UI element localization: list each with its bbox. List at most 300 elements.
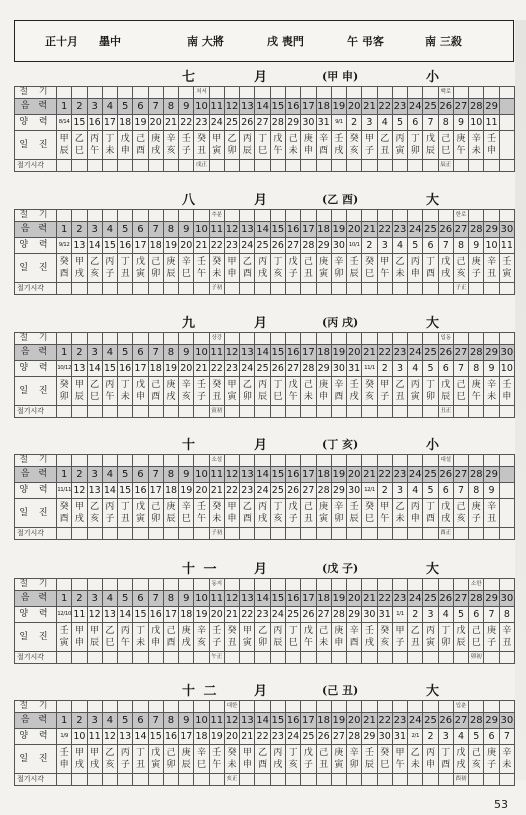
row-label: 양 력 (15, 115, 57, 131)
iljin-branch: 酉 (441, 760, 451, 770)
lunar-day: 1 (57, 345, 72, 361)
solar-day: 22 (209, 238, 224, 254)
lunar-day: 12 (224, 222, 239, 238)
iljin-stem: 乙 (105, 626, 115, 636)
iljin-stem: 丁 (441, 626, 451, 636)
iljin-branch: 子 (212, 638, 222, 648)
solar-day: 27 (285, 361, 300, 377)
jeolgi-cell (285, 333, 300, 345)
empty-cell (499, 99, 514, 115)
lunar-day: 1 (57, 467, 72, 483)
empty-cell (499, 160, 514, 172)
jeolgi-time-cell (133, 774, 148, 786)
iljin-cell (347, 623, 362, 652)
iljin-branch: 戌 (74, 514, 84, 524)
jeolgi-cell (301, 87, 316, 99)
iljin-branch: 辰 (74, 392, 84, 402)
month-suffix: 月 (254, 316, 268, 331)
iljin-branch: 子 (471, 269, 481, 279)
iljin-branch: 戌 (74, 760, 84, 770)
row-label: 양 력 (15, 483, 57, 499)
iljin-stem: 戊 (441, 502, 451, 512)
iljin-stem: 丙 (273, 626, 283, 636)
jeolgi-cell (316, 455, 331, 467)
jeolgi-cell (72, 579, 87, 591)
lunar-day: 7 (148, 713, 163, 729)
jeolgi-time-cell (316, 528, 331, 540)
page-number: 53 (494, 798, 508, 811)
jeolgi-time-cell (331, 406, 346, 418)
solar-day: 14 (87, 238, 102, 254)
solar-day: 26 (270, 361, 285, 377)
jeolgi-cell (484, 87, 499, 99)
iljin-stem: 戊 (456, 626, 466, 636)
lunar-day: 28 (469, 591, 484, 607)
header-item: 正十月 (45, 35, 78, 48)
iljin-stem: 丁 (273, 257, 283, 267)
lunar-day: 27 (453, 591, 468, 607)
lunar-day: 22 (377, 713, 392, 729)
jeolgi-time-cell (347, 406, 362, 418)
solar-row (15, 115, 515, 131)
lunar-day: 19 (331, 99, 346, 115)
jeolgi-cell (148, 455, 163, 467)
jeolgi-time-cell (331, 774, 346, 786)
month-ganji: (乙 酉) (322, 193, 359, 206)
lunar-day: 7 (148, 345, 163, 361)
solar-day: 29 (316, 238, 331, 254)
iljin-cell (408, 745, 423, 774)
jeolgi-time-cell (133, 652, 148, 664)
jeolgi-time-cell (484, 283, 499, 295)
jeolgi-time-cell (57, 160, 72, 172)
lunar-day: 7 (148, 99, 163, 115)
solar-day: 3 (377, 238, 392, 254)
iljin-cell (255, 254, 270, 283)
iljin-branch: 未 (303, 392, 313, 402)
iljin-stem: 甲 (227, 502, 237, 512)
iljin-stem: 乙 (258, 626, 268, 636)
lunar-day: 2 (72, 713, 87, 729)
lunar-day: 8 (163, 467, 178, 483)
iljin-cell (179, 623, 194, 652)
jeolgi-cell: 입춘 (453, 701, 468, 713)
jeolgi-time-cell (347, 774, 362, 786)
jeolgi-cell (224, 87, 239, 99)
iljin-branch: 酉 (258, 760, 268, 770)
jeolgi-cell: 처서 (194, 87, 209, 99)
iljin-cell (285, 377, 300, 406)
jeolgi-cell (240, 210, 255, 222)
lunar-day: 13 (240, 467, 255, 483)
iljin-branch: 卯 (410, 146, 420, 156)
iljin-branch: 亥 (380, 638, 390, 648)
lunar-day: 7 (148, 591, 163, 607)
iljin-cell (102, 131, 117, 160)
solar-day: 30 (331, 361, 346, 377)
iljin-stem: 戊 (151, 626, 161, 636)
jeolgi-time-cell (118, 406, 133, 418)
iljin-cell (408, 377, 423, 406)
iljin-branch: 未 (395, 514, 405, 524)
jeolgi-time-cell: 酉正 (438, 528, 453, 540)
solar-day: 1/1 (392, 607, 407, 623)
iljin-cell (194, 623, 209, 652)
iljin-cell (469, 745, 484, 774)
solar-day: 17 (163, 607, 178, 623)
iljin-stem: 丁 (120, 502, 130, 512)
jeolgi-cell (148, 701, 163, 713)
iljin-branch: 未 (212, 514, 222, 524)
lunar-day: 2 (72, 345, 87, 361)
solar-day: 13 (72, 361, 87, 377)
iljin-stem: 丁 (258, 134, 268, 144)
iljin-branch: 申 (426, 760, 436, 770)
jeolgi-row (15, 210, 515, 222)
iljin-stem: 乙 (105, 748, 115, 758)
iljin-branch: 丑 (197, 146, 207, 156)
jeolgi-cell (255, 579, 270, 591)
lunar-day: 20 (347, 591, 362, 607)
solar-day: 27 (316, 607, 331, 623)
iljin-cell (469, 131, 484, 160)
lunar-day: 16 (285, 467, 300, 483)
solar-day: 21 (194, 361, 209, 377)
iljin-cell (331, 623, 346, 652)
page-edge (515, 20, 526, 780)
iljin-stem: 己 (319, 626, 329, 636)
solar-day: 6 (438, 483, 453, 499)
lunar-day: 11 (209, 713, 224, 729)
solar-day: 23 (270, 729, 285, 745)
solar-day: 8 (469, 361, 484, 377)
iljin-stem: 癸 (212, 257, 222, 267)
iljin-stem: 丙 (105, 380, 115, 390)
iljin-cell (301, 745, 316, 774)
iljin-cell (362, 254, 377, 283)
month-name: 七 (182, 70, 198, 85)
jeolgi-time-cell (57, 652, 72, 664)
solar-day: 8 (499, 607, 514, 623)
lunar-day: 5 (118, 99, 133, 115)
iljin-row (15, 623, 515, 652)
jeolgi-cell (423, 333, 438, 345)
row-label: 일 진 (15, 254, 57, 283)
lunar-day: 30 (499, 591, 514, 607)
iljin-branch: 丑 (319, 760, 329, 770)
month-ganji: (戊 子) (322, 562, 359, 575)
iljin-branch: 亥 (364, 392, 374, 402)
iljin-cell (179, 745, 194, 774)
jeolgi-time-cell (179, 774, 194, 786)
jeolgi-time-cell (102, 283, 117, 295)
lunar-day: 27 (453, 99, 468, 115)
iljin-cell (224, 131, 239, 160)
lunar-day: 17 (301, 467, 316, 483)
jeolgi-cell (133, 455, 148, 467)
iljin-branch: 午 (303, 638, 313, 648)
iljin-stem: 壬 (59, 626, 69, 636)
iljin-branch: 申 (410, 514, 420, 524)
row-label: 일 진 (15, 131, 57, 160)
row-label: 절 기 (15, 210, 57, 222)
solar-day: 9 (484, 483, 499, 499)
jeolgi-time-cell (163, 652, 178, 664)
iljin-stem: 庚 (319, 380, 329, 390)
iljin-branch: 寅 (212, 146, 222, 156)
solar-row (15, 483, 515, 499)
jeolgi-time-cell (148, 528, 163, 540)
iljin-branch: 午 (90, 146, 100, 156)
jeolgi-time-cell (87, 406, 102, 418)
row-label: 절기시각 (15, 652, 57, 664)
jeolgi-time-cell (423, 652, 438, 664)
row-label: 음 력 (15, 467, 57, 483)
iljin-cell (72, 254, 87, 283)
jeolgi-time-cell (255, 774, 270, 786)
jeolgi-time-cell (362, 528, 377, 540)
month-table (14, 454, 515, 540)
month-table (14, 578, 515, 664)
solar-day: 19 (194, 607, 209, 623)
iljin-branch: 午 (456, 146, 466, 156)
lunar-day: 26 (438, 345, 453, 361)
iljin-branch: 亥 (273, 269, 283, 279)
lunar-day: 19 (331, 345, 346, 361)
iljin-branch: 丑 (212, 392, 222, 402)
iljin-cell (148, 254, 163, 283)
jeolgi-time-cell (209, 774, 224, 786)
lunar-day: 22 (377, 345, 392, 361)
jeolgi-time-cell (362, 406, 377, 418)
solar-day: 18 (118, 115, 133, 131)
jeolgi-cell (118, 455, 133, 467)
jeolgi-cell (331, 87, 346, 99)
iljin-cell (179, 499, 194, 528)
iljin-branch: 酉 (242, 514, 252, 524)
iljin-branch: 辰 (426, 146, 436, 156)
jeolgi-cell (347, 701, 362, 713)
jeolgi-cell (362, 455, 377, 467)
jeolgi-time-cell (72, 406, 87, 418)
iljin-stem: 丁 (426, 257, 436, 267)
lunar-day: 17 (301, 591, 316, 607)
row-label: 양 력 (15, 729, 57, 745)
jeolgi-cell: 소한 (469, 579, 484, 591)
row-label: 일 진 (15, 623, 57, 652)
iljin-stem: 癸 (212, 502, 222, 512)
jeolgi-time-cell (423, 406, 438, 418)
iljin-cell (163, 131, 178, 160)
iljin-stem: 乙 (258, 748, 268, 758)
iljin-branch: 辰 (90, 638, 100, 648)
header-item: 南 三殺 (425, 35, 462, 48)
lunar-day: 10 (194, 99, 209, 115)
iljin-cell (102, 377, 117, 406)
iljin-cell (285, 745, 300, 774)
jeolgi-row (15, 579, 515, 591)
iljin-stem: 乙 (395, 257, 405, 267)
jeolgi-time-cell (408, 774, 423, 786)
iljin-cell (87, 499, 102, 528)
jeolgi-time-cell (484, 406, 499, 418)
jeolgi-cell (347, 455, 362, 467)
jeolgi-time-cell (377, 774, 392, 786)
jeolgi-time-cell (484, 652, 499, 664)
jeolgi-time-cell (484, 774, 499, 786)
empty-cell (499, 87, 514, 99)
jeolgi-cell (240, 87, 255, 99)
iljin-stem: 丁 (288, 748, 298, 758)
iljin-cell (362, 745, 377, 774)
month-ganji: (甲 申) (322, 70, 359, 83)
iljin-cell (270, 499, 285, 528)
iljin-cell (194, 499, 209, 528)
jeolgi-time-cell (285, 652, 300, 664)
iljin-branch: 寅 (334, 760, 344, 770)
jeolgi-cell (133, 87, 148, 99)
jeolgi-row (15, 333, 515, 345)
jeolgi-cell (423, 455, 438, 467)
iljin-branch: 酉 (426, 514, 436, 524)
lunar-day: 1 (57, 713, 72, 729)
jeolgi-cell (301, 701, 316, 713)
lunar-row (15, 345, 515, 361)
iljin-stem: 庚 (151, 134, 161, 144)
lunar-day: 16 (285, 345, 300, 361)
solar-day: 17 (148, 483, 163, 499)
solar-day: 25 (285, 607, 300, 623)
iljin-stem: 甲 (212, 134, 222, 144)
iljin-cell (347, 131, 362, 160)
iljin-branch: 丑 (120, 269, 130, 279)
iljin-cell (362, 377, 377, 406)
jeolgi-cell (194, 333, 209, 345)
iljin-branch: 子 (487, 760, 497, 770)
jeolgi-cell (102, 455, 117, 467)
iljin-stem: 丙 (273, 748, 283, 758)
jeolgi-cell: 상강 (209, 333, 224, 345)
iljin-cell (423, 745, 438, 774)
iljin-cell (423, 623, 438, 652)
lunar-day: 9 (179, 591, 194, 607)
iljin-branch: 未 (319, 638, 329, 648)
iljin-cell (87, 745, 102, 774)
iljin-stem: 癸 (197, 134, 207, 144)
iljin-branch: 戌 (364, 638, 374, 648)
iljin-cell (194, 254, 209, 283)
iljin-cell (423, 254, 438, 283)
lunar-day: 26 (438, 222, 453, 238)
month-name: 八 (182, 193, 198, 208)
iljin-branch: 申 (319, 392, 329, 402)
iljin-stem: 庚 (166, 380, 176, 390)
jeolgi-time-cell (408, 160, 423, 172)
iljin-branch: 子 (181, 146, 191, 156)
solar-day: 8/14 (57, 115, 72, 131)
iljin-stem: 壬 (197, 502, 207, 512)
iljin-stem: 庚 (487, 748, 497, 758)
iljin-cell (118, 377, 133, 406)
jeolgi-time-cell (133, 283, 148, 295)
jeolgi-cell (240, 701, 255, 713)
iljin-stem: 庚 (334, 748, 344, 758)
jeolgi-cell (179, 87, 194, 99)
lunar-day: 21 (362, 467, 377, 483)
jeolgi-cell: 대설 (438, 455, 453, 467)
iljin-cell (240, 623, 255, 652)
lunar-day: 11 (209, 345, 224, 361)
iljin-cell (392, 254, 407, 283)
iljin-cell (301, 623, 316, 652)
jeolgi-cell (255, 701, 270, 713)
jeolgi-time-cell (499, 283, 514, 295)
iljin-cell (347, 745, 362, 774)
solar-day: 5 (423, 361, 438, 377)
jeolgi-time-cell (362, 283, 377, 295)
iljin-stem: 庚 (471, 502, 481, 512)
jeolgi-time-cell (285, 160, 300, 172)
jeolgi-cell (316, 333, 331, 345)
iljin-branch: 未 (288, 146, 298, 156)
iljin-branch: 午 (212, 760, 222, 770)
solar-day: 20 (194, 483, 209, 499)
jeolgi-time-cell (423, 528, 438, 540)
jeolgi-cell (408, 333, 423, 345)
jeolgi-time-cell (118, 283, 133, 295)
jeolgi-time-cell: 戌正 (194, 160, 209, 172)
jeolgi-time-cell (392, 528, 407, 540)
iljin-cell (72, 623, 87, 652)
iljin-cell (240, 745, 255, 774)
jeolgi-cell (347, 333, 362, 345)
iljin-branch: 子 (197, 392, 207, 402)
iljin-cell (469, 377, 484, 406)
iljin-stem: 乙 (395, 380, 405, 390)
iljin-cell (377, 254, 392, 283)
lunar-day: 1 (57, 99, 72, 115)
solar-day: 22 (240, 607, 255, 623)
iljin-cell (133, 377, 148, 406)
iljin-branch: 巳 (380, 760, 390, 770)
iljin-branch: 亥 (181, 392, 191, 402)
jeolgi-cell (87, 455, 102, 467)
iljin-branch: 子 (288, 514, 298, 524)
iljin-cell (377, 131, 392, 160)
jeolgi-time-cell (377, 283, 392, 295)
iljin-cell (499, 254, 514, 283)
solar-day: 12 (102, 729, 117, 745)
lunar-day: 3 (87, 467, 102, 483)
iljin-stem: 丙 (410, 502, 420, 512)
solar-day: 12 (87, 607, 102, 623)
solar-day: 17 (133, 238, 148, 254)
solar-day: 2 (377, 361, 392, 377)
iljin-branch: 午 (395, 760, 405, 770)
iljin-row (15, 377, 515, 406)
jeolgi-cell (87, 87, 102, 99)
jeolgi-cell (148, 579, 163, 591)
jeolgi-cell (57, 87, 72, 99)
iljin-branch: 子 (395, 638, 405, 648)
solar-day: 30 (331, 238, 346, 254)
jeolgi-cell (331, 701, 346, 713)
iljin-cell (87, 131, 102, 160)
iljin-stem: 辛 (334, 502, 344, 512)
solar-day: 31 (377, 607, 392, 623)
jeolgi-time-cell (331, 283, 346, 295)
iljin-cell (179, 254, 194, 283)
